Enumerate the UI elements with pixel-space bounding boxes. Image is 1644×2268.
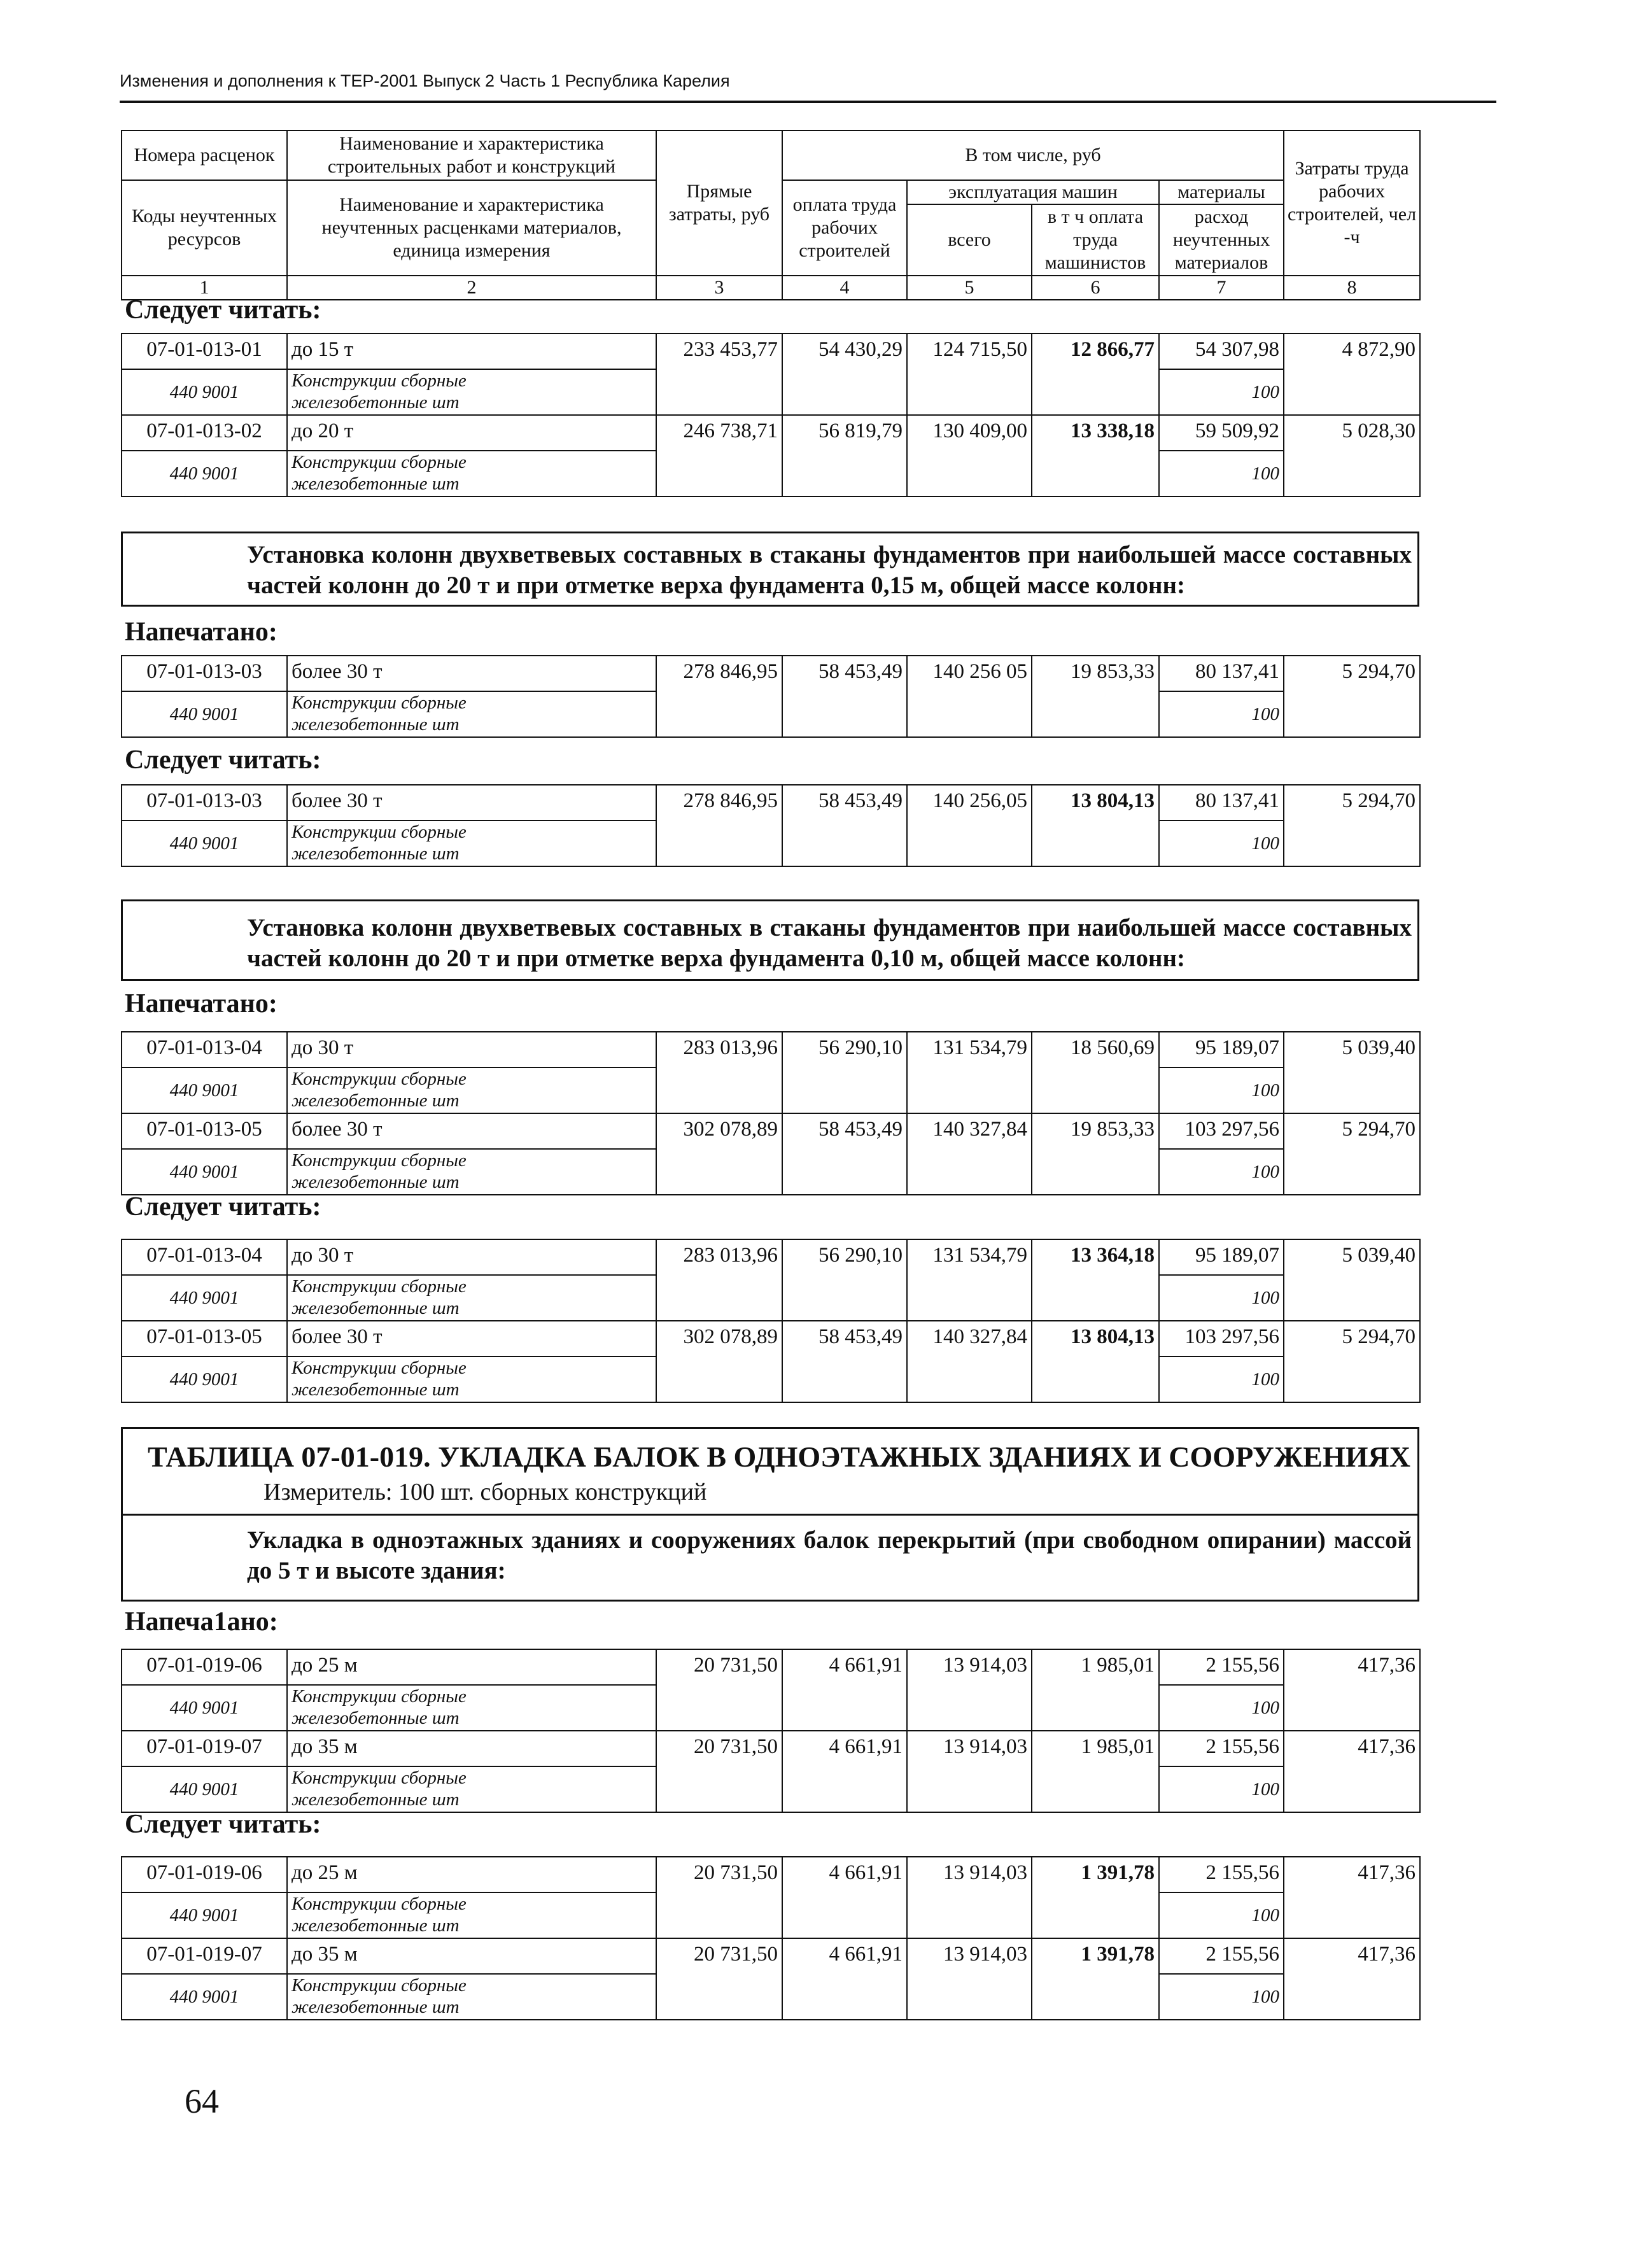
- rates-table-s4-printed: [121, 1649, 1421, 1813]
- rate-mach-labor: 19 853,33: [1032, 656, 1159, 737]
- rate-direct: 246 738,71: [656, 415, 782, 497]
- rate-hours: 5 039,40: [1284, 1239, 1420, 1321]
- running-header: Изменения и дополнения к ТЕР-2001 Выпуск 2 Часть 1 Республика Карелия: [120, 71, 730, 90]
- rate-mach-labor: 1 985,01: [1032, 1731, 1159, 1812]
- rate-code: 07-01-013-05: [122, 1321, 287, 1356]
- material-quantity: 100: [1159, 1149, 1284, 1195]
- rate-materials: 2 155,56: [1159, 1938, 1284, 1974]
- rate-materials: 2 155,56: [1159, 1731, 1284, 1766]
- rate-code: 07-01-013-03: [122, 656, 287, 691]
- rates-table-s3-read: [121, 1239, 1421, 1403]
- material-name: [287, 1149, 656, 1195]
- rate-code: 07-01-013-04: [122, 1239, 287, 1275]
- rate-name: до 15 т: [287, 334, 656, 369]
- rates-table-s4-read: [121, 1856, 1421, 2020]
- col5-header: всего: [907, 204, 1032, 276]
- rate-direct: 20 731,50: [656, 1857, 782, 1938]
- material-quantity: 100: [1159, 451, 1284, 497]
- rate-mach: 13 914,03: [907, 1938, 1032, 2020]
- table-row: [122, 1239, 1420, 1275]
- rate-mach: 140 256,05: [907, 785, 1032, 866]
- rate-labor: 58 453,49: [782, 656, 907, 737]
- table-row: [122, 1938, 1420, 1974]
- table-row: [122, 1649, 1420, 1685]
- included-header: В том числе, руб: [782, 130, 1284, 180]
- rate-direct: 20 731,50: [656, 1649, 782, 1731]
- col7-header: расход неучтенных материалов: [1159, 204, 1284, 276]
- material-line-2: железобетонные шт: [292, 1708, 460, 1728]
- rate-direct: 283 013,96: [656, 1239, 782, 1321]
- rate-mach-labor: 13 804,13: [1032, 785, 1159, 866]
- table-row: [122, 1321, 1420, 1356]
- rate-code: 07-01-013-05: [122, 1113, 287, 1149]
- table-019-divider: [121, 1514, 1419, 1516]
- rate-name: до 25 м: [287, 1649, 656, 1685]
- read-as-label-2: Следует читать:: [125, 745, 321, 775]
- material-line-1: Конструкции сборные: [292, 370, 467, 391]
- material-name: [287, 1892, 656, 1938]
- material-name: [287, 369, 656, 415]
- rate-materials: 54 307,98: [1159, 334, 1284, 369]
- rate-mach: 13 914,03: [907, 1857, 1032, 1938]
- material-line-1: Конструкции сборные: [292, 1069, 467, 1089]
- material-name: [287, 1974, 656, 2020]
- materials-header: материалы: [1159, 180, 1284, 204]
- rate-hours: 5 294,70: [1284, 785, 1420, 866]
- col-num-8: 8: [1284, 276, 1420, 300]
- rate-materials: 59 509,92: [1159, 415, 1284, 451]
- material-line-1: Конструкции сборные: [292, 693, 467, 713]
- rate-labor: 56 819,79: [782, 415, 907, 497]
- rate-mach: 130 409,00: [907, 415, 1032, 497]
- col1-header: Номера расценок: [122, 130, 287, 180]
- rate-code: 07-01-019-06: [122, 1857, 287, 1892]
- rate-mach: 131 534,79: [907, 1032, 1032, 1113]
- resource-code: 440 9001: [122, 1685, 287, 1731]
- resource-code: 440 9001: [122, 369, 287, 415]
- rate-mach-labor: 1 391,78: [1032, 1857, 1159, 1938]
- rate-mach: 13 914,03: [907, 1649, 1032, 1731]
- material-line-2: железобетонные шт: [292, 843, 460, 864]
- description-text-3: Установка колонн двухветвевых составных в стаканы фундаментов при наибольшей массе составных частей колонн до 20 т и при отметке верха фундамента 0,10 м, общей массе колонн:: [247, 914, 1412, 972]
- resource-code: 440 9001: [122, 451, 287, 497]
- rate-mach: 140 327,84: [907, 1321, 1032, 1402]
- material-line-2: железобетонные шт: [292, 1298, 460, 1318]
- rate-name: более 30 т: [287, 785, 656, 821]
- rate-labor: 4 661,91: [782, 1649, 907, 1731]
- rate-direct: 278 846,95: [656, 656, 782, 737]
- page-number: 64: [185, 2082, 219, 2120]
- rate-materials: 2 155,56: [1159, 1857, 1284, 1892]
- rate-direct: 20 731,50: [656, 1938, 782, 2020]
- printed-label-4: Напеча1ано:: [125, 1607, 278, 1637]
- material-line-2: железобетонные шт: [292, 474, 460, 494]
- rate-mach-labor: 1 391,78: [1032, 1938, 1159, 2020]
- material-line-2: железобетонные шт: [292, 1090, 460, 1111]
- table-row: [122, 1113, 1420, 1149]
- material-line-1: Конструкции сборные: [292, 1150, 467, 1171]
- rate-hours: 417,36: [1284, 1938, 1420, 2020]
- material-line-1: Конструкции сборные: [292, 822, 467, 842]
- rate-materials: 2 155,56: [1159, 1649, 1284, 1685]
- rate-hours: 5 028,30: [1284, 415, 1420, 497]
- material-name: [287, 821, 656, 866]
- rate-mach: 140 327,84: [907, 1113, 1032, 1195]
- rate-name: более 30 т: [287, 1321, 656, 1356]
- rate-mach: 13 914,03: [907, 1731, 1032, 1812]
- description-text-4: Укладка в одноэтажных зданиях и сооружениях балок перекрытий (при свободном опирании) массой до 5 т и высоте здания:: [247, 1526, 1412, 1584]
- rate-direct: 302 078,89: [656, 1321, 782, 1402]
- description-text-2: Установка колонн двухветвевых составных в стаканы фундаментов при наибольшей массе составных частей колонн до 20 т и при отметке верха фундамента 0,15 м, общей массе колонн:: [247, 541, 1412, 599]
- material-line-1: Конструкции сборные: [292, 1358, 467, 1378]
- col-num-1: 1: [122, 276, 287, 300]
- col4-header: оплата труда рабочих строителей: [782, 180, 907, 276]
- material-line-1: Конструкции сборные: [292, 1768, 467, 1788]
- read-as-label-4: Следует читать:: [125, 1810, 321, 1839]
- read-as-label-3: Следует читать:: [125, 1192, 321, 1222]
- rate-name: до 20 т: [287, 415, 656, 451]
- col2-header: Наименование и характеристика строительных работ и конструкций: [287, 130, 656, 180]
- material-name: [287, 451, 656, 497]
- material-name: [287, 691, 656, 737]
- column-header-table: [121, 130, 1421, 300]
- table-row: [122, 415, 1420, 451]
- rate-materials: 95 189,07: [1159, 1032, 1284, 1067]
- col-num-7: 7: [1159, 276, 1284, 300]
- material-line-2: железобетонные шт: [292, 1379, 460, 1400]
- rate-labor: 56 290,10: [782, 1239, 907, 1321]
- material-name: [287, 1275, 656, 1321]
- col3-header: Прямые затраты, руб: [656, 130, 782, 276]
- col-num-4: 4: [782, 276, 907, 300]
- printed-label-3: Напечатано:: [125, 989, 278, 1018]
- header-rule: [120, 101, 1496, 103]
- rate-labor: 56 290,10: [782, 1032, 907, 1113]
- rate-labor: 58 453,49: [782, 1321, 907, 1402]
- rate-code: 07-01-019-07: [122, 1731, 287, 1766]
- rate-direct: 302 078,89: [656, 1113, 782, 1195]
- rate-labor: 4 661,91: [782, 1857, 907, 1938]
- resource-code: 440 9001: [122, 1067, 287, 1113]
- rate-mach: 140 256 05: [907, 656, 1032, 737]
- rate-labor: 54 430,29: [782, 334, 907, 415]
- rate-materials: 103 297,56: [1159, 1321, 1284, 1356]
- rate-hours: 5 294,70: [1284, 1321, 1420, 1402]
- rate-hours: 5 039,40: [1284, 1032, 1420, 1113]
- material-line-2: железобетонные шт: [292, 392, 460, 412]
- machines-header: эксплуатация машин: [907, 180, 1159, 204]
- col-num-6: 6: [1032, 276, 1159, 300]
- material-line-1: Конструкции сборные: [292, 1276, 467, 1297]
- col1b-header: Коды неучтенных ресурсов: [122, 180, 287, 276]
- material-name: [287, 1356, 656, 1402]
- resource-code: 440 9001: [122, 1275, 287, 1321]
- table-row: [122, 1857, 1420, 1892]
- material-quantity: 100: [1159, 1892, 1284, 1938]
- material-quantity: 100: [1159, 691, 1284, 737]
- rate-hours: 417,36: [1284, 1649, 1420, 1731]
- resource-code: 440 9001: [122, 1892, 287, 1938]
- col6-header: в т ч оплата труда машинистов: [1032, 204, 1159, 276]
- material-quantity: 100: [1159, 1766, 1284, 1812]
- resource-code: 440 9001: [122, 1974, 287, 2020]
- table-019-title: ТАБЛИЦА 07-01-019. УКЛАДКА БАЛОК В ОДНОЭТАЖНЫХ ЗДАНИЯХ И СООРУЖЕНИЯХ: [148, 1440, 1410, 1473]
- resource-code: 440 9001: [122, 1766, 287, 1812]
- material-quantity: 100: [1159, 1356, 1284, 1402]
- rate-labor: 58 453,49: [782, 1113, 907, 1195]
- rate-hours: 417,36: [1284, 1731, 1420, 1812]
- rates-table-s2-printed: [121, 655, 1421, 738]
- table-019-measure: Измеритель: 100 шт. сборных конструкций: [263, 1479, 707, 1505]
- rate-name: до 35 м: [287, 1731, 656, 1766]
- rate-name: до 25 м: [287, 1857, 656, 1892]
- material-name: [287, 1067, 656, 1113]
- material-line-2: железобетонные шт: [292, 1915, 460, 1936]
- rate-hours: 5 294,70: [1284, 656, 1420, 737]
- read-as-label-1: Следует читать:: [125, 295, 321, 325]
- rate-mach-labor: 19 853,33: [1032, 1113, 1159, 1195]
- material-quantity: 100: [1159, 821, 1284, 866]
- rate-hours: 417,36: [1284, 1857, 1420, 1938]
- table-row: [122, 656, 1420, 691]
- rate-direct: 20 731,50: [656, 1731, 782, 1812]
- material-quantity: 100: [1159, 369, 1284, 415]
- rate-code: 07-01-019-07: [122, 1938, 287, 1974]
- material-line-2: железобетонные шт: [292, 714, 460, 735]
- col2b-header: Наименование и характеристика неучтенных расценками материалов, единица измерения: [287, 180, 656, 276]
- material-line-1: Конструкции сборные: [292, 1894, 467, 1914]
- rate-code: 07-01-013-01: [122, 334, 287, 369]
- rate-mach-labor: 13 364,18: [1032, 1239, 1159, 1321]
- printed-label-2: Напечатано:: [125, 617, 278, 647]
- resource-code: 440 9001: [122, 1356, 287, 1402]
- rate-name: до 30 т: [287, 1239, 656, 1275]
- rates-table-s3-printed: [121, 1031, 1421, 1195]
- table-row: [122, 785, 1420, 821]
- rate-name: до 30 т: [287, 1032, 656, 1067]
- material-line-1: Конструкции сборные: [292, 1975, 467, 1996]
- rate-mach: 124 715,50: [907, 334, 1032, 415]
- col-num-5: 5: [907, 276, 1032, 300]
- rate-mach-labor: 18 560,69: [1032, 1032, 1159, 1113]
- rate-mach-labor: 1 985,01: [1032, 1649, 1159, 1731]
- col8-header: Затраты труда рабочих строителей, чел -ч: [1284, 130, 1420, 276]
- rate-direct: 233 453,77: [656, 334, 782, 415]
- material-line-2: железобетонные шт: [292, 1997, 460, 2017]
- resource-code: 440 9001: [122, 691, 287, 737]
- rate-code: 07-01-013-04: [122, 1032, 287, 1067]
- material-quantity: 100: [1159, 1974, 1284, 2020]
- material-name: [287, 1685, 656, 1731]
- rate-hours: 4 872,90: [1284, 334, 1420, 415]
- table-row: [122, 1032, 1420, 1067]
- rate-mach-labor: 13 338,18: [1032, 415, 1159, 497]
- resource-code: 440 9001: [122, 821, 287, 866]
- rate-name: более 30 т: [287, 1113, 656, 1149]
- material-name: [287, 1766, 656, 1812]
- col-num-2: 2: [287, 276, 656, 300]
- col-num-3: 3: [656, 276, 782, 300]
- rate-name: до 35 м: [287, 1938, 656, 1974]
- table-row: [122, 334, 1420, 369]
- resource-code: 440 9001: [122, 1149, 287, 1195]
- rate-direct: 278 846,95: [656, 785, 782, 866]
- rate-hours: 5 294,70: [1284, 1113, 1420, 1195]
- material-line-2: железобетонные шт: [292, 1172, 460, 1192]
- rate-labor: 4 661,91: [782, 1731, 907, 1812]
- rate-labor: 4 661,91: [782, 1938, 907, 2020]
- material-quantity: 100: [1159, 1067, 1284, 1113]
- rate-materials: 80 137,41: [1159, 656, 1284, 691]
- rate-mach-labor: 12 866,77: [1032, 334, 1159, 415]
- rate-code: 07-01-013-02: [122, 415, 287, 451]
- rate-mach: 131 534,79: [907, 1239, 1032, 1321]
- rate-labor: 58 453,49: [782, 785, 907, 866]
- rates-table-s1-read: [121, 333, 1421, 497]
- rate-name: более 30 т: [287, 656, 656, 691]
- rates-table-s2-read: [121, 784, 1421, 867]
- material-line-1: Конструкции сборные: [292, 1686, 467, 1707]
- rate-materials: 80 137,41: [1159, 785, 1284, 821]
- rate-code: 07-01-019-06: [122, 1649, 287, 1685]
- rate-mach-labor: 13 804,13: [1032, 1321, 1159, 1402]
- material-line-1: Конструкции сборные: [292, 452, 467, 472]
- table-row: [122, 1731, 1420, 1766]
- material-line-2: железобетонные шт: [292, 1789, 460, 1810]
- rate-direct: 283 013,96: [656, 1032, 782, 1113]
- rate-code: 07-01-013-03: [122, 785, 287, 821]
- material-quantity: 100: [1159, 1685, 1284, 1731]
- rate-materials: 95 189,07: [1159, 1239, 1284, 1275]
- material-quantity: 100: [1159, 1275, 1284, 1321]
- rate-materials: 103 297,56: [1159, 1113, 1284, 1149]
